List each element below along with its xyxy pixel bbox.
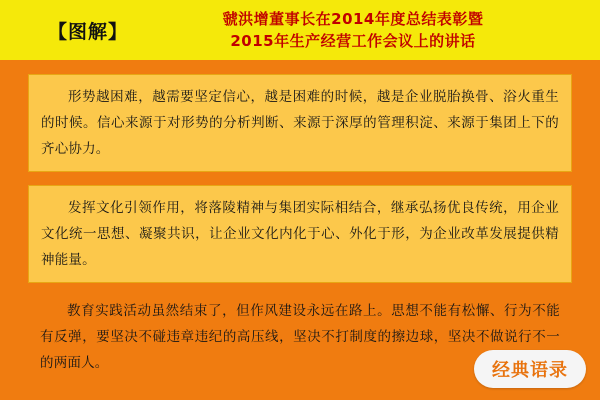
header-badge: 【图解】 [48, 20, 129, 43]
page-title-line-2: 2015年生产经营工作会议上的讲话 [230, 32, 476, 50]
quote-card-2: 发挥文化引领作用，将落陵精神与集团实际相结合，继承弘扬优良传统，用企业文化统一思想、凝聚共识，让企业文化内化于心、外化于形，为企业改革发展提供精神能量。 [28, 185, 572, 283]
quote-text-3: 教育实践活动虽然结束了，但作风建设永远在路上。思想不能有松懈、行为不能有反弹，要坚决不碰违章违纪的高压线，坚决不打制度的擦边球，坚决不做说行不一的两面人。 [40, 303, 560, 371]
page-title-line-1: 虢洪增董事长在2014年度总结表彰暨 [222, 10, 484, 28]
quote-card-1: 形势越困难，越需要坚定信心，越是困难的时候，越是企业脱胎换骨、浴火重生的时候。信心来源于对形势的分析判断、来源于深厚的管理积淀、来源于集团上下的齐心协力。 [28, 74, 572, 172]
poster-header [0, 0, 600, 60]
brand-badge [474, 350, 586, 388]
poster-body [0, 60, 600, 400]
page-title [146, 8, 590, 52]
brand-badge-label: 经典语录 [492, 360, 568, 381]
